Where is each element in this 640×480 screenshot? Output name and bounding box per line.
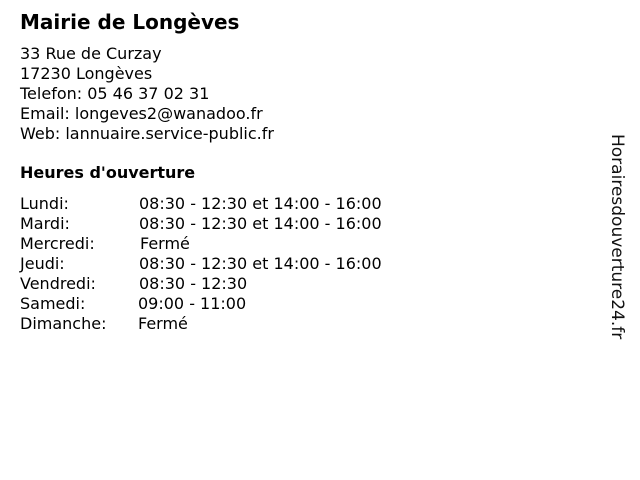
- hours-row-monday: [20, 194, 440, 214]
- city-address: 17230 Longèves: [20, 64, 153, 83]
- hours-value: 09:00 - 11:00: [138, 294, 247, 313]
- day-label: Dimanche:: [20, 314, 107, 333]
- site-watermark: Horairesdouverture24.fr: [607, 134, 627, 340]
- day-label: Mardi:: [20, 214, 70, 233]
- hours-row-wednesday: [20, 234, 440, 254]
- hours-value: 08:30 - 12:30 et 14:00 - 16:00: [139, 254, 382, 273]
- day-label: Vendredi:: [20, 274, 96, 293]
- hours-row-friday: [20, 274, 440, 294]
- address-block: [20, 44, 274, 144]
- day-label: Mercredi:: [20, 234, 95, 253]
- hours-row-saturday: [20, 294, 440, 314]
- hours-value: 08:30 - 12:30 et 14:00 - 16:00: [139, 194, 382, 213]
- day-label: Samedi:: [20, 294, 86, 313]
- day-label: Lundi:: [20, 194, 69, 213]
- hours-value: Fermé: [138, 314, 188, 333]
- day-label: Jeudi:: [20, 254, 65, 273]
- street-address: 33 Rue de Curzay: [20, 44, 162, 63]
- hours-row-tuesday: [20, 214, 440, 234]
- hours-value: 08:30 - 12:30: [139, 274, 248, 293]
- hours-value: Fermé: [140, 234, 190, 253]
- hours-row-sunday: [20, 314, 440, 334]
- phone-number: Telefon: 05 46 37 02 31: [20, 84, 210, 103]
- website: Web: lannuaire.service-public.fr: [20, 124, 274, 143]
- hours-row-thursday: [20, 254, 440, 274]
- opening-hours-table: [20, 194, 440, 334]
- hours-value: 08:30 - 12:30 et 14:00 - 16:00: [139, 214, 382, 233]
- page-title: Mairie de Longèves: [20, 10, 240, 34]
- hours-heading: Heures d'ouverture: [20, 163, 196, 182]
- email-address: Email: longeves2@wanadoo.fr: [20, 104, 263, 123]
